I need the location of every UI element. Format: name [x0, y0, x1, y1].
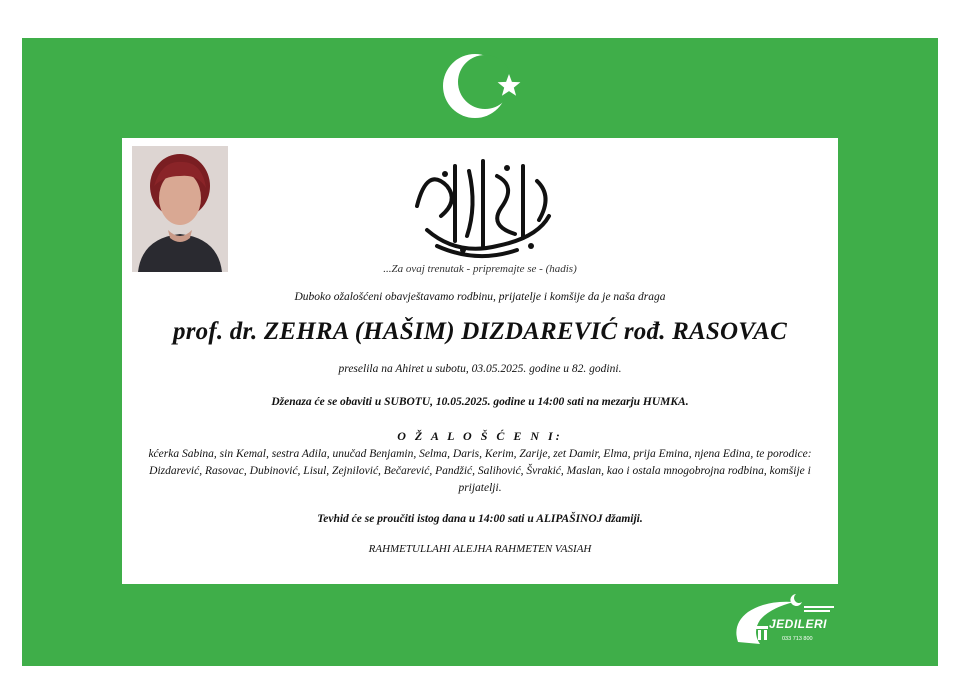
intro-text: Duboko ožalošćeni obavještavamo rodbinu, prijatelje i komšije da je naša draga [294, 291, 666, 303]
funeral-info: Dženaza će se obaviti u SUBOTU, 10.05.2025. godine u 14:00 sati na mezarju HUMKA. [271, 396, 689, 408]
logo-wordmark: JEDILERI [769, 617, 828, 631]
mourners-list: kćerka Sabina, sin Kemal, sestra Adila, unučad Benjamin, Selma, Daris, Kerim, Zarije, zet Damir, Elma, prija Emina, njena Edina, te porodice: Dizdarević, Rasovac, Dubinović, Lisul, Zejnilović, Bečarević, Pandžić, Salihović, Švrakić, Maslan, kao i ostala mnogobrojna rodbina, komšije i prijatelji. [148, 448, 812, 494]
portrait-photo [132, 146, 228, 272]
crescent-star-icon [437, 46, 527, 126]
hadith-quote: ...Za ovaj trenutak - pripremajte se - (hadis) [383, 263, 577, 275]
passing-text: preselila na Ahiret u subotu, 03.05.2025. godine u 82. godini. [338, 363, 622, 375]
deceased-name: prof. dr. ZEHRA (HAŠIM) DIZDAREVIĆ rođ. RASOVAC [173, 318, 787, 345]
mourners-heading: O Ž A L O Š Ć E N I: [397, 429, 563, 443]
notice-card [122, 138, 838, 584]
arabic-calligraphy-icon [397, 146, 567, 264]
logo-phone: 033 713 800 [782, 636, 813, 642]
tevhid-info: Tevhid će se proučiti istog dana u 14:00 sati u ALIPAŠINOJ džamiji. [317, 513, 643, 525]
closing-prayer: RAHMETULLAHI ALEJHA RAHMETEN VASIAH [368, 543, 592, 555]
